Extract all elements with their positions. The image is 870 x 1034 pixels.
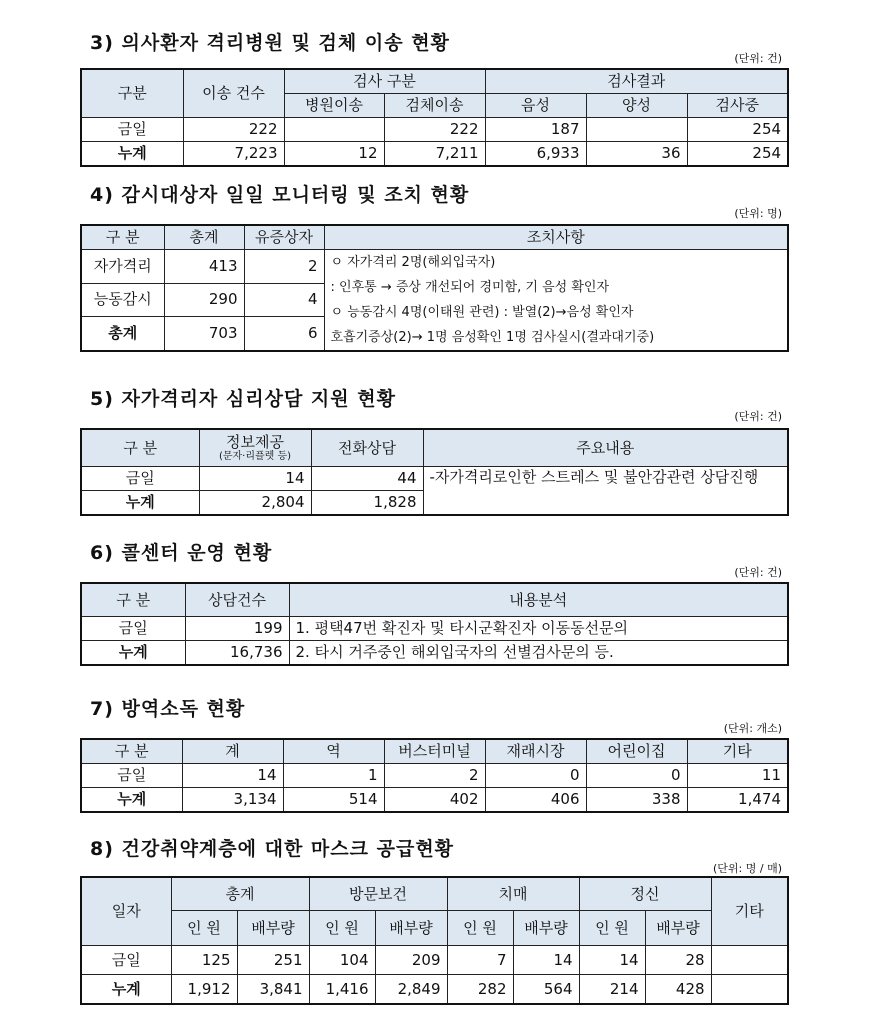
cell: 28	[645, 946, 711, 975]
section5-title: 5) 자가격리자 심리상담 지원 현황	[90, 388, 396, 410]
th-people: 인 원	[171, 911, 237, 946]
cell: 402	[384, 788, 485, 813]
th-test-type: 검사 구분	[284, 69, 485, 94]
cell: 0	[485, 764, 586, 788]
th-count: 상담건수	[185, 583, 289, 617]
cell: 1,828	[311, 491, 423, 516]
section6-title: 6) 콜센터 운영 현황	[90, 542, 273, 564]
cell: 14	[182, 764, 283, 788]
table-row	[81, 975, 788, 1005]
th-visit: 방문보건	[309, 877, 447, 911]
note-line: 호흡기증상(2)→ 1명 음성확인 1명 검사실시(결과대기중)	[330, 330, 655, 345]
transport-table	[80, 68, 789, 167]
mask-supply-table	[80, 876, 789, 1005]
table-row	[81, 617, 788, 641]
th-amount: 배부량	[645, 911, 711, 946]
cell: 6,933	[485, 142, 586, 167]
th-station: 역	[283, 739, 384, 764]
note-line: ㅇ 능동감시 4명(이태원 관련) : 발열(2)→음성 확인자	[330, 305, 634, 320]
th-div: 구 분	[81, 739, 182, 764]
cell: 406	[485, 788, 586, 813]
cell	[586, 118, 687, 142]
table-row	[81, 788, 788, 813]
th-bus-terminal: 버스터미널	[384, 739, 485, 764]
row-label: 누계	[81, 142, 183, 167]
cell	[284, 118, 384, 142]
cell: 187	[485, 118, 586, 142]
th-symptom: 유증상자	[244, 225, 324, 250]
section3-unit: (단위: 건)	[734, 52, 782, 65]
cell: 251	[237, 946, 309, 975]
cell: 2,849	[375, 975, 447, 1005]
cell: 214	[579, 975, 645, 1005]
cell: 104	[309, 946, 375, 975]
th-div: 구분	[81, 69, 183, 118]
cell	[711, 975, 788, 1005]
row-label: 금일	[81, 764, 182, 788]
cell: 514	[283, 788, 384, 813]
cell: 2,804	[199, 491, 311, 516]
table-row	[81, 764, 788, 788]
th-info-sub: (문자·리플렛 등)	[218, 451, 292, 462]
cell: 7,211	[384, 142, 485, 167]
cell: 7	[447, 946, 513, 975]
th-etc: 기타	[687, 739, 788, 764]
cell: 1,912	[171, 975, 237, 1005]
disinfection-table	[80, 738, 789, 813]
section4-unit: (단위: 명)	[734, 207, 782, 220]
th-content: 주요내용	[423, 429, 788, 467]
th-div: 구 분	[81, 225, 164, 250]
cell: 2	[384, 764, 485, 788]
section8-title: 8) 건강취약계층에 대한 마스크 공급현황	[90, 838, 455, 860]
cell: 7,223	[183, 142, 284, 167]
th-amount: 배부량	[237, 911, 309, 946]
th-people: 인 원	[309, 911, 375, 946]
row-label: 금일	[81, 946, 171, 975]
th-date: 일자	[81, 877, 171, 946]
th-action: 조치사항	[324, 225, 788, 250]
table-row	[81, 142, 788, 167]
section6-unit: (단위: 건)	[734, 566, 782, 579]
cell: 564	[513, 975, 579, 1005]
cell: 14	[199, 467, 311, 491]
cell: 209	[375, 946, 447, 975]
row-label: 누계	[81, 641, 185, 666]
cell: 11	[687, 764, 788, 788]
th-etc: 기타	[711, 877, 788, 946]
th-div: 구 분	[81, 429, 199, 467]
row-label: 누계	[81, 788, 182, 813]
cell: 1,474	[687, 788, 788, 813]
table-row	[81, 641, 788, 666]
cell	[711, 946, 788, 975]
cell: 36	[586, 142, 687, 167]
cell: 254	[687, 118, 788, 142]
th-phone: 전화상담	[311, 429, 423, 467]
th-hospital: 병원이송	[284, 94, 384, 118]
cell: 428	[645, 975, 711, 1005]
action-notes	[324, 250, 788, 352]
th-analysis: 내용분석	[289, 583, 788, 617]
th-people: 인 원	[447, 911, 513, 946]
row-label: 자가격리	[81, 250, 164, 284]
th-pending: 검사중	[687, 94, 788, 118]
table-row	[81, 250, 788, 284]
cell: 222	[384, 118, 485, 142]
monitoring-table	[80, 224, 789, 352]
th-count: 이송 건수	[183, 69, 284, 118]
cell: 0	[586, 764, 687, 788]
row-label: 금일	[81, 467, 199, 491]
cell: 703	[164, 317, 244, 351]
content-text: -자가격리로인한 스트레스 및 불안감관련 상담진행	[423, 467, 788, 516]
section5-unit: (단위: 건)	[734, 410, 782, 423]
th-total: 계	[182, 739, 283, 764]
counseling-table	[80, 428, 789, 516]
cell: 44	[311, 467, 423, 491]
th-info-label: 정보제공	[226, 433, 284, 451]
section7-unit: (단위: 개소)	[723, 722, 782, 735]
th-test-result: 검사결과	[485, 69, 788, 94]
row-label: 능동감시	[81, 283, 164, 317]
cell: 125	[171, 946, 237, 975]
row-label: 누계	[81, 491, 199, 516]
analysis-line: 2. 타시 거주중인 해외입국자의 선별검사문의 등.	[289, 641, 788, 666]
section8-unit: (단위: 명 / 매)	[713, 862, 782, 875]
note-line: : 인후통 → 증상 개선되어 경미함, 기 음성 확인자	[330, 280, 610, 295]
cell: 222	[183, 118, 284, 142]
cell: 413	[164, 250, 244, 284]
cell: 2	[244, 250, 324, 284]
cell: 3,841	[237, 975, 309, 1005]
row-label: 누계	[81, 975, 171, 1005]
analysis-line: 1. 평택47번 확진자 및 타시군확진자 이동동선문의	[289, 617, 788, 641]
cell: 4	[244, 283, 324, 317]
cell: 12	[284, 142, 384, 167]
cell: 282	[447, 975, 513, 1005]
section4-title: 4) 감시대상자 일일 모니터링 및 조치 현황	[90, 184, 470, 206]
cell: 3,134	[182, 788, 283, 813]
th-amount: 배부량	[513, 911, 579, 946]
th-negative: 음성	[485, 94, 586, 118]
th-people: 인 원	[579, 911, 645, 946]
cell: 16,736	[185, 641, 289, 666]
th-dementia: 치매	[447, 877, 579, 911]
th-daycare: 어린이집	[586, 739, 687, 764]
cell: 338	[586, 788, 687, 813]
table-row	[81, 118, 788, 142]
th-total: 총계	[164, 225, 244, 250]
cell: 254	[687, 142, 788, 167]
th-info	[199, 429, 311, 467]
row-label: 금일	[81, 118, 183, 142]
th-market: 재래시장	[485, 739, 586, 764]
table-row	[81, 946, 788, 975]
cell: 290	[164, 283, 244, 317]
row-label: 금일	[81, 617, 185, 641]
cell: 14	[513, 946, 579, 975]
section7-title: 7) 방역소독 현황	[90, 698, 246, 720]
cell: 6	[244, 317, 324, 351]
th-amount: 배부량	[375, 911, 447, 946]
row-label: 총계	[81, 317, 164, 351]
th-div: 구 분	[81, 583, 185, 617]
callcenter-table	[80, 582, 789, 666]
section3-title: 3) 의사환자 격리병원 및 검체 이송 현황	[90, 32, 450, 54]
cell: 1	[283, 764, 384, 788]
note-line: ㅇ 자가격리 2명(해외입국자)	[330, 255, 496, 270]
table-row	[81, 467, 788, 491]
th-mental: 정신	[579, 877, 711, 911]
th-positive: 양성	[586, 94, 687, 118]
th-total: 총계	[171, 877, 309, 911]
cell: 1,416	[309, 975, 375, 1005]
cell: 199	[185, 617, 289, 641]
th-specimen: 검체이송	[384, 94, 485, 118]
cell: 14	[579, 946, 645, 975]
